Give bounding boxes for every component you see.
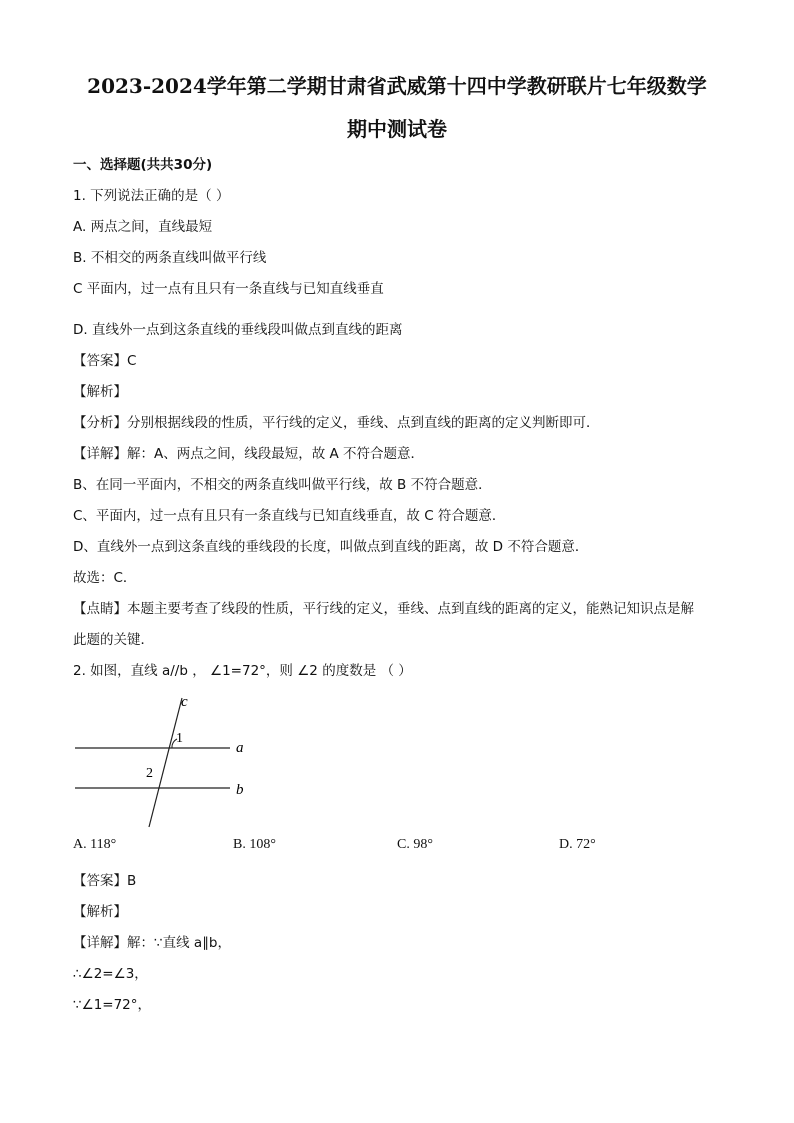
- q1-answer: 【答案】C: [73, 353, 137, 369]
- section-heading: 一、选择题(共共30分): [73, 157, 213, 173]
- q2-analysis-label: 【解析】: [73, 904, 127, 920]
- q1-dianjing-2: 此题的关键．: [73, 632, 154, 648]
- q1-detail-a: 【详解】解：A、两点之间，线段最短，故 A 不符合题意．: [73, 446, 425, 462]
- line-c: [149, 698, 182, 827]
- q2-option-a: A. 118°: [73, 837, 117, 852]
- q1-option-d: D. 直线外一点到这条直线的垂线段叫做点到直线的距离: [73, 322, 403, 338]
- label-1: 1: [176, 731, 183, 746]
- label-2: 2: [146, 766, 153, 781]
- q2-step-2: ∴∠2=∠3，: [73, 966, 148, 982]
- q2-step-3: ∵∠1=72°，: [73, 997, 152, 1013]
- label-a: a: [236, 740, 244, 756]
- q1-option-c: C 平面内，过一点有且只有一条直线与已知直线垂直: [73, 281, 384, 297]
- parallel-lines-figure: [70, 690, 290, 835]
- q1-option-a: A. 两点之间，直线最短: [73, 219, 213, 235]
- question-1-stem: 1. 下列说法正确的是（ ）: [73, 188, 230, 204]
- q1-choice: 故选：C．: [73, 570, 137, 586]
- q2-option-b: B. 108°: [233, 837, 276, 852]
- q1-dianjing-1: 【点睛】本题主要考查了线段的性质，平行线的定义，垂线、点到直线的距离的定义，能熟记知识点是解: [73, 601, 694, 617]
- page-title: 2023-2024学年第二学期甘肃省武威第十四中学教研联片七年级数学: [87, 74, 707, 98]
- q2-option-c: C. 98°: [397, 837, 433, 852]
- question-2-stem: 2. 如图，直线 a//b ， ∠1=72°，则 ∠2 的度数是 （ ）: [73, 663, 412, 679]
- q1-option-b: B. 不相交的两条直线叫做平行线: [73, 250, 267, 266]
- q1-detail-d: D、直线外一点到这条直线的垂线段的长度，叫做点到直线的距离，故 D 不符合题意．: [73, 539, 589, 555]
- q1-detail-b: B、在同一平面内，不相交的两条直线叫做平行线，故 B 不符合题意．: [73, 477, 492, 493]
- q1-fenxi: 【分析】分别根据线段的性质，平行线的定义，垂线、点到直线的距离的定义判断即可．: [73, 415, 600, 431]
- label-c: c: [181, 694, 188, 710]
- q1-analysis-label: 【解析】: [73, 384, 127, 400]
- q2-step-1: 【详解】解：∵直线 a∥b，: [73, 935, 231, 951]
- q1-detail-c: C、平面内，过一点有且只有一条直线与已知直线垂直，故 C 符合题意．: [73, 508, 506, 524]
- page-title-line2: 期中测试卷: [347, 117, 447, 141]
- q2-answer: 【答案】B: [73, 873, 137, 889]
- label-b: b: [236, 782, 244, 798]
- q2-option-d: D. 72°: [559, 837, 596, 852]
